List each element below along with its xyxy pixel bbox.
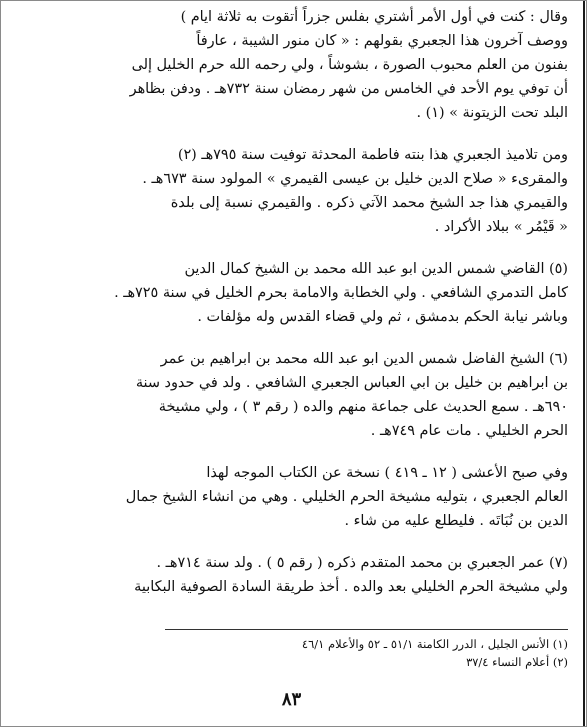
text-line: ووصف آخرون هذا الجعبري بقولهم : « كان منور الشيبة ، عارفاً xyxy=(196,33,568,49)
paragraph-students xyxy=(15,143,568,239)
text-line: والمقرىء « صلاح الدين خليل بن عيسى القيمري » المولود سنة ٦٧٣هـ . xyxy=(142,171,568,187)
text-line: وباشر نيابة الحكم بدمشق ، ثم ولي قضاء القدس وله مؤلفات . xyxy=(197,309,568,325)
paragraph-entry-7 xyxy=(15,551,568,599)
paragraph-intro xyxy=(15,5,568,125)
text-line: العالم الجعبري ، بتوليه مشيخة الحرم الخليلي . وهي من انشاء الشيخ جمال xyxy=(125,489,568,505)
footnote-2: (٢) أعلام النساء ٣٧/٤ xyxy=(466,655,568,669)
text-line: ومن تلاميذ الجعبري هذا بنته فاطمة المحدثة توفيت سنة ٧٩٥هـ (٢) xyxy=(177,147,568,163)
paragraph-subh-alaasha xyxy=(15,461,568,533)
page-number: ٨٣ xyxy=(281,689,302,710)
text-line: البلد تحت الزيتونة » (١) . xyxy=(416,105,568,121)
text-line: (٧) عمر الجعبري بن محمد المتقدم ذكره ( رقم ٥ ) . ولد سنة ٧١٤هـ . xyxy=(156,555,568,571)
text-line: ٦٩٠هـ . سمع الحديث على جماعة منهم والده ( رقم ٣ ) ، ولي مشيخة xyxy=(158,399,568,415)
footnotes xyxy=(15,635,568,671)
text-line: أن توفي يوم الأحد في الخامس من شهر رمضان سنة ٧٣٢هـ . ودفن بظاهر xyxy=(129,81,568,97)
text-line: بفنون من العلم محبوب الصورة ، بشوشاً ، ولي رحمه الله حرم الخليل إلى xyxy=(131,57,568,73)
footnote-1: (١) الأنس الجليل ، الدرر الكامنة ٥١/١ ـ ٥٢ والأعلام ٤٦/١ xyxy=(301,637,568,651)
text-line: (٥) القاضي شمس الدين ابو عبد الله محمد بن الشيخ كمال الدين xyxy=(184,261,568,277)
scan-edge xyxy=(583,1,585,727)
text-line: كامل التدمري الشافعي . ولي الخطابة والامامة بحرم الخليل في سنة ٧٢٥هـ . xyxy=(114,285,568,301)
text-line: الدين بن نُبَاتَه . فليطلع عليه من شاء . xyxy=(344,513,568,529)
footnote-divider xyxy=(165,629,568,630)
text-line: ولي مشيخة الحرم الخليلي بعد والده . أخذ طريقة السادة الصوفية البكابية xyxy=(134,579,568,595)
text-line: والقيمري هذا جد الشيخ محمد الآتي ذكره . والقيمري نسبة إلى بلدة xyxy=(170,195,568,211)
text-line: الحرم الخليلي . مات عام ٧٤٩هـ . xyxy=(370,423,568,439)
text-line: وفي صبح الأعشى ( ١٢ ـ ٤١٩ ) نسخة عن الكتاب الموجه لهذا xyxy=(206,465,568,481)
text-line: وقال : كنت في أول الأمر أشتري بفلس جزراً أتقوت به ثلاثة ايام ) xyxy=(180,9,568,25)
paragraph-entry-6 xyxy=(15,347,568,443)
paragraph-entry-5 xyxy=(15,257,568,329)
book-page xyxy=(15,5,568,726)
text-line: بن ابراهيم بن خليل بن ابي العباس الجعبري الشافعي . ولد في حدود سنة xyxy=(135,375,568,391)
text-line: (٦) الشيخ الفاضل شمس الدين ابو عبد الله محمد بن ابراهيم بن عمر xyxy=(160,351,568,367)
text-line: « قَيْمُر » ببلاد الأكراد . xyxy=(434,219,568,235)
